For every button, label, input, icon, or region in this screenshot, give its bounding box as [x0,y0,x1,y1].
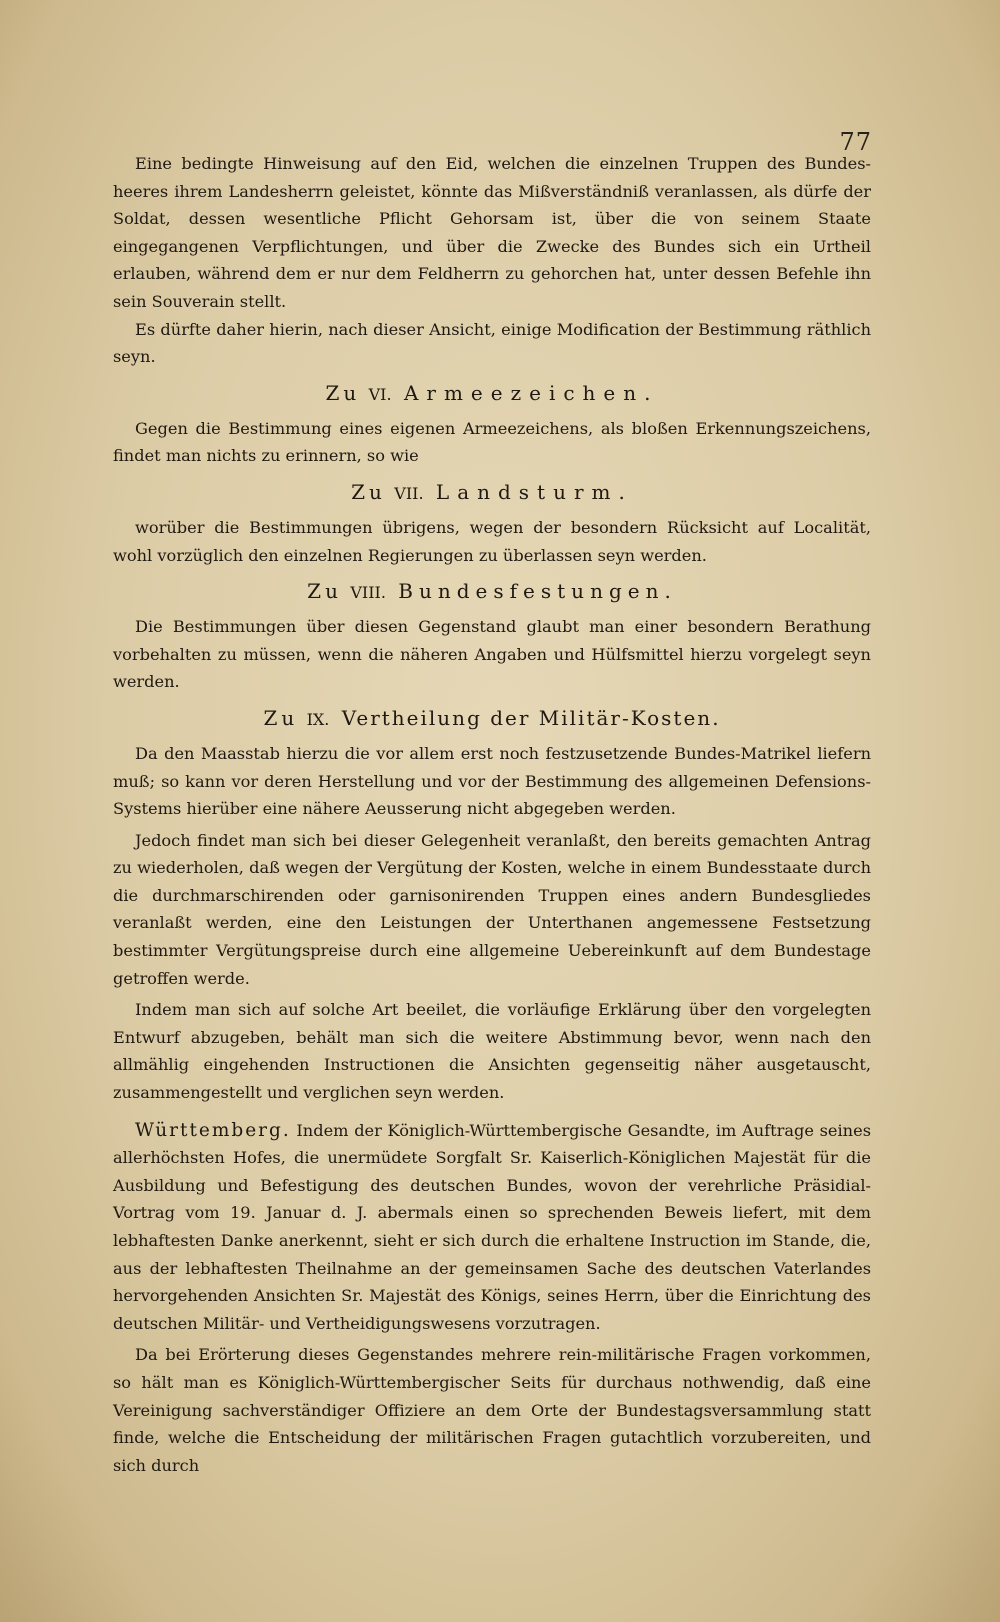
heading-number: IX. [306,709,330,729]
heading-number: VIII. [350,583,386,603]
heading-number: VII. [394,483,424,503]
paragraph-bundesfestungen: Die Bestimmungen über diesen Gegenstand glaubt man einer besondern Berathung vorbehalten zu müssen, wenn die näheren Angaben und Hülfsmittel hierzu vorgelegt seyn werden. [113,617,871,692]
heading-landsturm [113,478,871,508]
heading-title: Bundesfestungen. [398,579,677,604]
heading-number: VI. [368,384,392,404]
paragraph-offiziere: Da bei Erörterung dieses Gegenstandes mehrere rein-militärische Fragen vorkommen, so hält man es Königlich-Württembergischer Seits für durchaus nothwendig, daß eine Vereinigung sachverständiger Offiziere an dem Orte der Bundestagsversammlung statt finde, welche die Entscheidung der militärischen Fragen gutachtlich vorzubereiten, und sich durch [113,1345,871,1475]
heading-title: Vertheilung der Militär-Kosten. [341,705,721,730]
heading-prefix: Zu [325,380,361,405]
heading-armeezeichen [113,379,871,409]
heading-title: Armeezeichen. [403,380,659,405]
paragraph-oath: Eine bedingte Hinweisung auf den Eid, welchen die einzelnen Truppen des Bundes-heeres ihrem Landesherrn geleistet, könnte das Mißverständniß veranlassen, als dürfe der Soldat, dessen wesentliche Pflicht Gehorsam ist, über die von seinem Staate eingegangenen Verpflichtungen, und über die Zwecke des Bundes sich ein Urtheil erlauben, während dem er nur dem Feldherrn zu gehorchen hat, unter dessen Befehle ihn sein Souverain stellt. [113,154,871,311]
paragraph-landsturm: worüber die Bestimmungen übrigens, wegen der besondern Rücksicht auf Localität, wohl vorzüglich den einzelnen Regierungen zu überlassen seyn werden. [113,517,871,565]
paragraph-abstimmung: Indem man sich auf solche Art beeilet, die vorläufige Erklärung über den vorgelegten Entwurf abzugeben, behält man sich die weitere Abstimmung bevor, wenn nach den allmählig eingehenden Instructionen die Ansichten gegenseitig näher ausgetauscht, zusammengestellt und verglichen seyn werden. [113,1000,871,1103]
heading-prefix: Zu [351,479,386,504]
paragraph-matrikel: Da den Maasstab hierzu die vor allem erst noch festzusetzende Bundes-Matrikel liefern muß; so kann vor deren Herstellung und vor der Bestimmung des allgemeinen Defensions-Systems hierüber eine nähere Aeusserung nicht abgegeben werden. [113,743,871,819]
paragraph-modification: Es dürfte daher hierin, nach dieser Ansicht, einige Modification der Bestimmung räthlich seyn. [113,319,871,367]
page-number: 77 [839,128,872,156]
heading-militaer-kosten [113,704,871,734]
paragraph-wuerttemberg-text: Indem der Königlich-Württembergische Gesandte, im Auftrage seines allerhöchsten Hofes, die unermüdete Sorgfalt Sr. Kaiserlich-Königlichen Majestät für die Ausbildung und Befestigung des deutschen Bundes, wovon der verehrliche Präsidial-Vortrag vom 19. Januar d. J. abermals einen so sprechenden Beweis liefert, mit dem lebhaftesten Danke anerkennt, sieht er sich durch die erhaltene Instruction im Stande, die, aus der lebhaftesten Theilnahme an der gemeinsamen Sache des deutschen Vaterlandes hervorgehenden Ansichten Sr. Majestät des Königs, seines Herrn, über die Einrichtung des deutschen Militär- und Vertheidigungswesens vorzutragen. [113,1120,871,1333]
heading-prefix: Zu [263,705,299,730]
paragraph-verguetung: Jedoch findet man sich bei dieser Gelegenheit veranlaßt, den bereits gemachten Antrag zu wiederholen, daß wegen der Vergütung der Kosten, welche in einem Bundesstaate durch die durchmarschirenden oder garnisonirenden Truppen eines andern Bundesgliedes veranlaßt werden, eine den Leistungen der Unterthanen angemessene Festsetzung bestimmter Vergütungspreise durch eine allgemeine Uebereinkunft auf dem Bundestage getroffen werde. [113,830,871,988]
heading-title: Landsturm. [435,479,633,504]
state-name: Württemberg. [135,1119,291,1141]
paragraph-wuerttemberg [113,1117,871,1338]
heading-prefix: Zu [307,579,342,604]
paragraph-armeezeichen: Gegen die Bestimmung eines eigenen Armeezeichens, als bloßen Erkennungszeichens, findet man nichts zu erinnern, so wie [113,418,871,466]
page-body [113,150,871,1479]
heading-bundesfestungen [113,577,871,607]
